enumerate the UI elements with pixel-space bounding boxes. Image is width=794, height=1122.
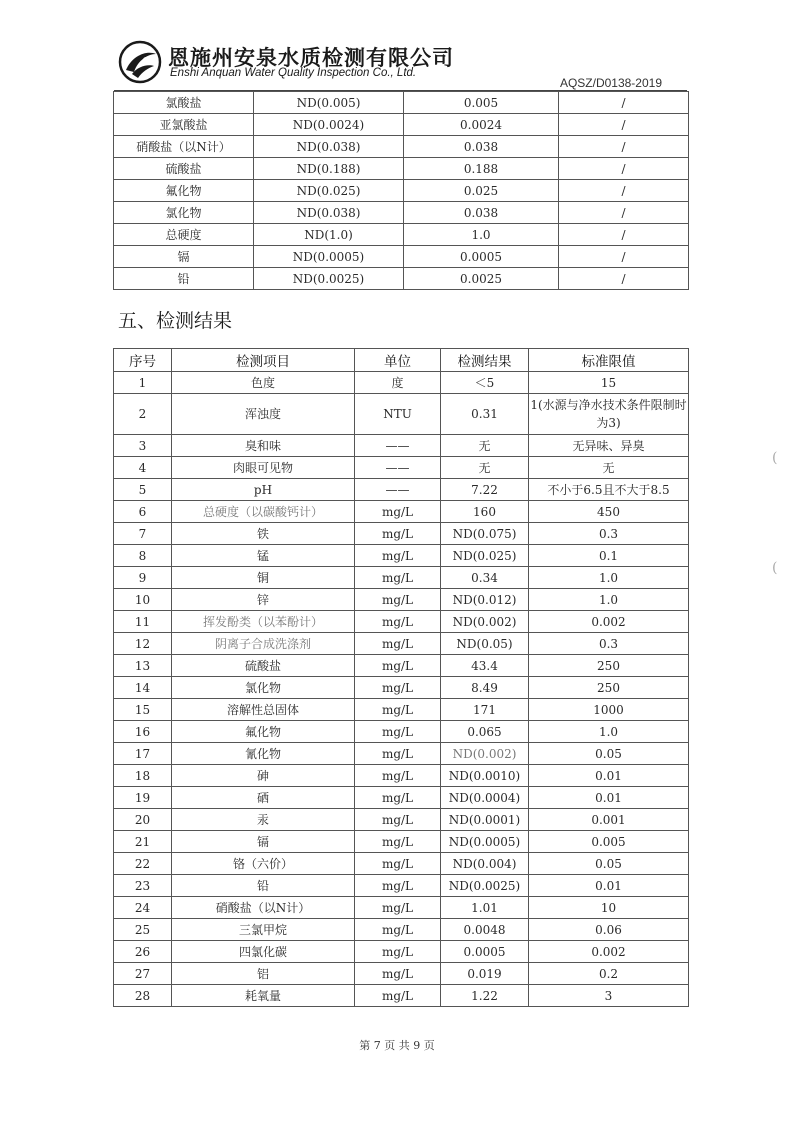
cell-nd-value: ND(0.038) [254,136,404,158]
cell-unit: mg/L [355,831,441,853]
cell-item: 砷 [172,765,355,787]
cell-remark: / [559,136,689,158]
cell-unit: mg/L [355,699,441,721]
cell-nd-value: ND(0.005) [254,92,404,114]
cell-no: 16 [114,721,172,743]
cell-item: 氯化物 [172,677,355,699]
cell-result: 8.49 [441,677,529,699]
document-number: AQSZ/D0138-2019 [559,76,662,90]
cell-item: 耗氧量 [172,985,355,1007]
cell-limit: 无异味、异臭 [529,435,689,457]
cell-item: 挥发酚类（以苯酚计） [172,611,355,633]
cell-no: 23 [114,875,172,897]
cell-unit: mg/L [355,567,441,589]
cell-limit: 1.0 [529,721,689,743]
cell-limit: 0.001 [529,809,689,831]
cell-item: 硒 [172,787,355,809]
cell-no: 17 [114,743,172,765]
cell-item: 铅 [114,268,254,290]
cell-item: 镉 [114,246,254,268]
cell-limit: 250 [529,655,689,677]
cell-unit: mg/L [355,523,441,545]
cell-item: 臭和味 [172,435,355,457]
company-name-cn: 恩施州安泉水质检测有限公司 [168,46,454,70]
cell-result: ND(0.05) [441,633,529,655]
table-row [114,963,689,985]
cell-limit-value: 1.0 [404,224,559,246]
cell-item: 阴离子合成洗涤剂 [172,633,355,655]
cell-item: 铝 [172,963,355,985]
table-row [114,136,689,158]
cell-result: 0.019 [441,963,529,985]
cell-unit: mg/L [355,853,441,875]
cell-remark: / [559,114,689,136]
cell-unit: mg/L [355,743,441,765]
results-table-body [114,372,689,1007]
table-row [114,268,689,290]
cell-limit: 0.3 [529,523,689,545]
cell-result: 43.4 [441,655,529,677]
table-row [114,765,689,787]
cell-limit: 0.002 [529,611,689,633]
cell-limit: 1.0 [529,589,689,611]
cell-item: 总硬度 [114,224,254,246]
section-title: 五、检测结果 [118,310,233,332]
table-row [114,985,689,1007]
table-row [114,655,689,677]
cell-result: 1.01 [441,897,529,919]
cell-no: 8 [114,545,172,567]
table-row [114,372,689,394]
cell-result: 0.31 [441,394,529,435]
table-row [114,114,689,136]
cell-unit: mg/L [355,875,441,897]
cell-nd-value: ND(0.0005) [254,246,404,268]
cell-result: 无 [441,457,529,479]
table-row [114,633,689,655]
cell-result: ND(0.0004) [441,787,529,809]
cell-limit: 450 [529,501,689,523]
cell-no: 28 [114,985,172,1007]
table-row [114,457,689,479]
cell-limit: 0.01 [529,875,689,897]
table-row [114,919,689,941]
table-row [114,699,689,721]
cell-remark: / [559,224,689,246]
cell-remark: / [559,202,689,224]
cell-remark: / [559,92,689,114]
cell-item: 浑浊度 [172,394,355,435]
cell-no: 25 [114,919,172,941]
margin-scan-mark: ( [772,560,778,576]
margin-scan-mark: ( [772,450,778,466]
cell-limit: 250 [529,677,689,699]
cell-unit: mg/L [355,985,441,1007]
table-row [114,224,689,246]
cell-no: 24 [114,897,172,919]
cell-item: 铁 [172,523,355,545]
cell-no: 4 [114,457,172,479]
cell-limit-value: 0.188 [404,158,559,180]
header-cell-no: 序号 [114,349,172,372]
cell-unit: mg/L [355,501,441,523]
cell-limit: 1.0 [529,567,689,589]
cell-item: 硝酸盐（以N计） [114,136,254,158]
table-row [114,897,689,919]
cell-unit: mg/L [355,655,441,677]
table-row [114,435,689,457]
cell-no: 10 [114,589,172,611]
cell-result: ND(0.0025) [441,875,529,897]
table-row [114,809,689,831]
cell-item: 氯酸盐 [114,92,254,114]
company-logo-icon [118,40,162,84]
cell-item: 硫酸盐 [114,158,254,180]
cell-result: 0.34 [441,567,529,589]
cell-limit: 无 [529,457,689,479]
cell-item: 氰化物 [172,743,355,765]
cell-no: 12 [114,633,172,655]
cell-no: 9 [114,567,172,589]
cell-result: ND(0.0010) [441,765,529,787]
cell-unit: mg/L [355,941,441,963]
table-row [114,589,689,611]
cell-unit: NTU [355,394,441,435]
detection-limits-table [113,91,689,290]
cell-no: 15 [114,699,172,721]
cell-result: ND(0.002) [441,743,529,765]
cell-result: 无 [441,435,529,457]
cell-no: 22 [114,853,172,875]
cell-remark: / [559,268,689,290]
cell-limit-value: 0.038 [404,136,559,158]
cell-no: 7 [114,523,172,545]
cell-nd-value: ND(0.0024) [254,114,404,136]
company-name-en: Enshi Anquan Water Quality Inspection Co., Ltd. [170,67,417,79]
cell-result: 7.22 [441,479,529,501]
cell-unit: mg/L [355,721,441,743]
cell-limit: 0.01 [529,787,689,809]
table-row [114,394,689,435]
cell-remark: / [559,158,689,180]
cell-item: 铬（六价） [172,853,355,875]
cell-item: 锌 [172,589,355,611]
cell-no: 20 [114,809,172,831]
cell-limit: 0.3 [529,633,689,655]
cell-limit-value: 0.0005 [404,246,559,268]
cell-limit: 0.05 [529,743,689,765]
cell-item: 硫酸盐 [172,655,355,677]
cell-nd-value: ND(1.0) [254,224,404,246]
cell-limit-value: 0.0025 [404,268,559,290]
header-cell-limit: 标准限值 [529,349,689,372]
cell-no: 27 [114,963,172,985]
cell-item: 汞 [172,809,355,831]
cell-result: 0.065 [441,721,529,743]
cell-limit: 0.05 [529,853,689,875]
cell-limit: 3 [529,985,689,1007]
cell-item: 硝酸盐（以N计） [172,897,355,919]
cell-result: ＜5 [441,372,529,394]
table-row [114,853,689,875]
cell-unit: mg/L [355,919,441,941]
cell-remark: / [559,246,689,268]
cell-no: 19 [114,787,172,809]
cell-result: ND(0.025) [441,545,529,567]
cell-item: 总硬度（以碳酸钙计） [172,501,355,523]
cell-nd-value: ND(0.0025) [254,268,404,290]
cell-unit: mg/L [355,809,441,831]
cell-item: 色度 [172,372,355,394]
cell-limit-value: 0.025 [404,180,559,202]
cell-unit: mg/L [355,589,441,611]
cell-result: 0.0048 [441,919,529,941]
cell-unit: mg/L [355,963,441,985]
table-row [114,567,689,589]
cell-result: ND(0.012) [441,589,529,611]
cell-unit: mg/L [355,677,441,699]
cell-limit-value: 0.0024 [404,114,559,136]
cell-nd-value: ND(0.188) [254,158,404,180]
table-row [114,92,689,114]
cell-result: 0.0005 [441,941,529,963]
table-row [114,202,689,224]
cell-item: 三氯甲烷 [172,919,355,941]
cell-item: 铅 [172,875,355,897]
table-row [114,941,689,963]
cell-result: ND(0.0005) [441,831,529,853]
cell-limit: 不小于6.5且不大于8.5 [529,479,689,501]
cell-result: 160 [441,501,529,523]
cell-nd-value: ND(0.038) [254,202,404,224]
cell-unit: —— [355,435,441,457]
test-results-table [113,348,689,1007]
header-cell-unit: 单位 [355,349,441,372]
cell-limit: 0.2 [529,963,689,985]
cell-no: 6 [114,501,172,523]
limits-table-body [114,92,689,290]
cell-limit-value: 0.005 [404,92,559,114]
results-header-row [114,349,689,372]
cell-result: 171 [441,699,529,721]
cell-limit: 0.01 [529,765,689,787]
cell-nd-value: ND(0.025) [254,180,404,202]
cell-limit: 1(水源与净水技术条件限制时为3) [529,394,689,435]
table-row [114,479,689,501]
table-row [114,545,689,567]
cell-limit: 0.002 [529,941,689,963]
cell-item: 氟化物 [114,180,254,202]
cell-no: 14 [114,677,172,699]
cell-no: 13 [114,655,172,677]
cell-unit: —— [355,479,441,501]
table-row [114,677,689,699]
cell-result: 1.22 [441,985,529,1007]
cell-result: ND(0.004) [441,853,529,875]
table-row [114,180,689,202]
letterhead [118,40,688,90]
header-cell-item: 检测项目 [172,349,355,372]
cell-limit: 15 [529,372,689,394]
table-row [114,875,689,897]
cell-item: 溶解性总固体 [172,699,355,721]
cell-item: 锰 [172,545,355,567]
cell-result: ND(0.075) [441,523,529,545]
table-row [114,246,689,268]
page-number: 第 7 页 共 9 页 [359,1039,435,1052]
cell-no: 1 [114,372,172,394]
cell-unit: mg/L [355,633,441,655]
cell-limit-value: 0.038 [404,202,559,224]
cell-no: 26 [114,941,172,963]
cell-unit: mg/L [355,787,441,809]
cell-item: 肉眼可见物 [172,457,355,479]
cell-no: 21 [114,831,172,853]
cell-remark: / [559,180,689,202]
cell-item: 四氯化碳 [172,941,355,963]
cell-limit: 0.005 [529,831,689,853]
table-row [114,721,689,743]
cell-item: 铜 [172,567,355,589]
table-row [114,831,689,853]
cell-result: ND(0.0001) [441,809,529,831]
cell-no: 11 [114,611,172,633]
cell-limit: 1000 [529,699,689,721]
cell-item: 氟化物 [172,721,355,743]
cell-limit: 0.06 [529,919,689,941]
cell-unit: 度 [355,372,441,394]
cell-unit: mg/L [355,545,441,567]
cell-no: 18 [114,765,172,787]
table-row [114,523,689,545]
table-row [114,743,689,765]
table-row [114,611,689,633]
cell-result: ND(0.002) [441,611,529,633]
cell-unit: mg/L [355,765,441,787]
cell-unit: —— [355,457,441,479]
cell-unit: mg/L [355,897,441,919]
cell-no: 5 [114,479,172,501]
cell-item: pH [172,479,355,501]
cell-item: 镉 [172,831,355,853]
cell-no: 2 [114,394,172,435]
table-row [114,158,689,180]
cell-no: 3 [114,435,172,457]
cell-limit: 10 [529,897,689,919]
header-cell-result: 检测结果 [441,349,529,372]
table-row [114,501,689,523]
cell-item: 亚氯酸盐 [114,114,254,136]
cell-item: 氯化物 [114,202,254,224]
cell-unit: mg/L [355,611,441,633]
table-row [114,787,689,809]
cell-limit: 0.1 [529,545,689,567]
